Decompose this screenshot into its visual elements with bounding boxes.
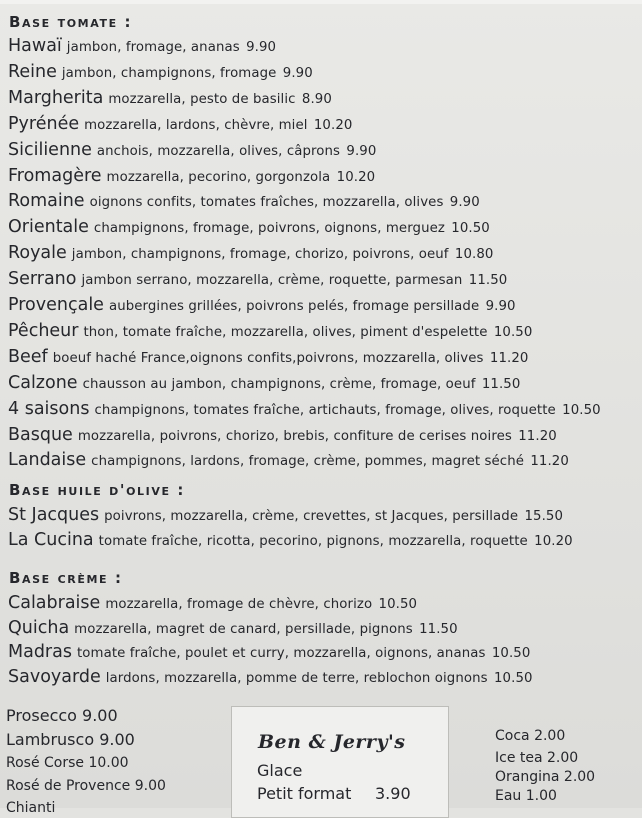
pizza-item xyxy=(8,88,332,110)
pizza-ingredients: anchois, mozzarella, olives, câprons xyxy=(96,143,341,159)
pizza-price: 10.50 xyxy=(491,646,531,661)
pizza-item xyxy=(8,373,520,395)
pizza-name: Madras xyxy=(8,642,72,662)
pizza-price: 9.90 xyxy=(449,195,480,211)
pizza-name: Orientale xyxy=(8,217,89,238)
pizza-item xyxy=(8,36,276,58)
pizza-name: Landaise xyxy=(8,450,87,471)
ben-jerrys-format: Petit format xyxy=(257,784,352,803)
pizza-price: 11.50 xyxy=(468,273,508,289)
pizza-price: 9.90 xyxy=(282,65,313,81)
pizza-name: St Jacques xyxy=(8,505,100,525)
pizza-ingredients: mozzarella, pecorino, gorgonzola xyxy=(106,169,331,185)
pizza-name: Romaine xyxy=(8,191,85,212)
pizza-item xyxy=(8,295,516,317)
pizza-ingredients: mozzarella, poivrons, chorizo, brebis, confiture de cerises noires xyxy=(77,428,512,444)
pizza-name: Hawaï xyxy=(8,36,62,56)
section-title-base-huile-olive: Base huile d'olive : xyxy=(9,481,186,499)
pizza-name: Quicha xyxy=(8,617,70,638)
section-title-base-tomate: Base tomate : xyxy=(9,13,133,31)
pizza-ingredients: jambon, champignons, fromage xyxy=(61,65,277,81)
pizza-ingredients: jambon, fromage, ananas xyxy=(66,40,240,55)
pizza-ingredients: tomate fraîche, ricotta, pecorino, pignons, mozzarella, roquette xyxy=(98,534,528,549)
pizza-item xyxy=(8,191,480,213)
soft-drink-item: Orangina 2.00 xyxy=(495,769,596,785)
pizza-item xyxy=(8,217,490,239)
pizza-ingredients: lardons, mozzarella, pomme de terre, reblochon oignons xyxy=(105,670,488,686)
pizza-price: 10.20 xyxy=(313,117,353,133)
pizza-price: 9.90 xyxy=(246,40,277,55)
pizza-ingredients: champignons, lardons, fromage, crème, pommes, magret séché xyxy=(91,454,525,470)
ben-jerrys-box xyxy=(231,706,449,818)
wine-item: Prosecco 9.00 xyxy=(6,706,118,725)
pizza-item xyxy=(8,618,458,640)
pizza-ingredients: chausson au jambon, champignons, crème, fromage, oeuf xyxy=(82,376,476,392)
pizza-name: Pêcheur xyxy=(8,320,79,341)
pizza-ingredients: jambon, champignons, fromage, chorizo, poivrons, oeuf xyxy=(71,247,449,263)
pizza-name: Basque xyxy=(8,424,73,445)
pizza-item xyxy=(8,425,557,447)
pizza-name: La Cucina xyxy=(8,530,94,550)
ben-jerrys-title: Ben & Jerry's xyxy=(258,731,406,753)
pizza-price: 10.50 xyxy=(451,221,490,237)
wine-item: Rosé de Provence 9.00 xyxy=(6,778,166,794)
pizza-item xyxy=(8,505,563,527)
pizza-item xyxy=(8,450,569,472)
pizza-price: 11.20 xyxy=(489,350,529,366)
pizza-price: 9.90 xyxy=(485,299,516,314)
pizza-ingredients: oignons confits, tomates fraîches, mozzarella, olives xyxy=(89,195,444,211)
pizza-name: Provençale xyxy=(8,295,104,315)
pizza-ingredients: mozzarella, fromage de chèvre, chorizo xyxy=(105,597,373,612)
pizza-name: Beef xyxy=(8,346,48,367)
pizza-price: 10.20 xyxy=(534,534,573,549)
pizza-name: Calzone xyxy=(8,372,78,393)
pizza-price: 10.50 xyxy=(494,670,533,686)
pizza-price: 10.50 xyxy=(493,324,533,340)
pizza-ingredients: poivrons, mozzarella, crème, crevettes, st Jacques, persillade xyxy=(104,509,519,524)
top-edge xyxy=(0,0,642,4)
pizza-price: 11.50 xyxy=(419,621,458,637)
soft-drink-item: Ice tea 2.00 xyxy=(495,750,579,766)
pizza-ingredients: mozzarella, magret de canard, persillade, pignons xyxy=(74,621,413,637)
pizza-price: 10.50 xyxy=(378,597,418,612)
pizza-price: 11.20 xyxy=(518,428,557,444)
pizza-item xyxy=(8,140,376,162)
pizza-name: Serrano xyxy=(8,269,77,290)
wine-item: Rosé Corse 10.00 xyxy=(6,755,129,771)
pizza-item xyxy=(8,114,352,136)
pizza-item xyxy=(8,667,533,689)
pizza-name: Savoyarde xyxy=(8,666,101,687)
section-title-base-creme: Base crème : xyxy=(9,569,123,587)
pizza-name: 4 saisons xyxy=(8,398,90,419)
pizza-ingredients: aubergines grillées, poivrons pelés, fromage persillade xyxy=(108,299,480,314)
soft-drink-item: Eau 1.00 xyxy=(495,788,557,804)
pizza-price: 11.50 xyxy=(481,376,521,392)
pizza-ingredients: champignons, fromage, poivrons, oignons, merguez xyxy=(93,221,445,237)
pizza-name: Calabraise xyxy=(8,593,101,613)
pizza-name: Fromagère xyxy=(8,165,102,186)
soft-drink-item: Coca 2.00 xyxy=(495,728,566,744)
pizza-item xyxy=(8,593,417,615)
ben-jerrys-subtitle: Glace xyxy=(257,761,303,780)
pizza-price: 11.20 xyxy=(530,454,569,470)
pizza-ingredients: mozzarella, lardons, chèvre, miel xyxy=(84,117,308,133)
pizza-name: Pyrénée xyxy=(8,113,80,134)
wine-item: Lambrusco 9.00 xyxy=(6,730,135,749)
pizza-item xyxy=(8,243,494,265)
pizza-price: 9.90 xyxy=(346,143,377,159)
pizza-ingredients: tomate fraîche, poulet et curry, mozzarella, oignons, ananas xyxy=(76,646,486,661)
pizza-price: 15.50 xyxy=(524,509,564,524)
pizza-item xyxy=(8,399,601,421)
pizza-item xyxy=(8,347,529,369)
pizza-ingredients: thon, tomate fraîche, mozzarella, olives, piment d'espelette xyxy=(83,324,488,340)
pizza-price: 8.90 xyxy=(301,91,332,107)
pizza-item xyxy=(8,269,507,291)
pizza-price: 10.50 xyxy=(562,402,601,418)
pizza-name: Royale xyxy=(8,243,67,264)
pizza-name: Reine xyxy=(8,61,57,82)
pizza-name: Margherita xyxy=(8,87,104,108)
pizza-item xyxy=(8,321,532,343)
pizza-price: 10.20 xyxy=(336,169,376,185)
pizza-name: Sicilienne xyxy=(8,139,92,160)
wine-item: Chianti xyxy=(6,800,56,816)
pizza-ingredients: mozzarella, pesto de basilic xyxy=(108,91,296,107)
pizza-item xyxy=(8,166,375,188)
pizza-ingredients: champignons, tomates fraîche, artichauts, fromage, olives, roquette xyxy=(94,402,556,418)
pizza-ingredients: boeuf haché France,oignons confits,poivrons, mozzarella, olives xyxy=(52,350,484,366)
pizza-price: 10.80 xyxy=(454,247,494,263)
pizza-item xyxy=(8,530,573,552)
ben-jerrys-price: 3.90 xyxy=(375,784,411,803)
pizza-item xyxy=(8,642,530,664)
pizza-item xyxy=(8,62,313,84)
pizza-ingredients: jambon serrano, mozzarella, crème, roquette, parmesan xyxy=(81,273,463,289)
